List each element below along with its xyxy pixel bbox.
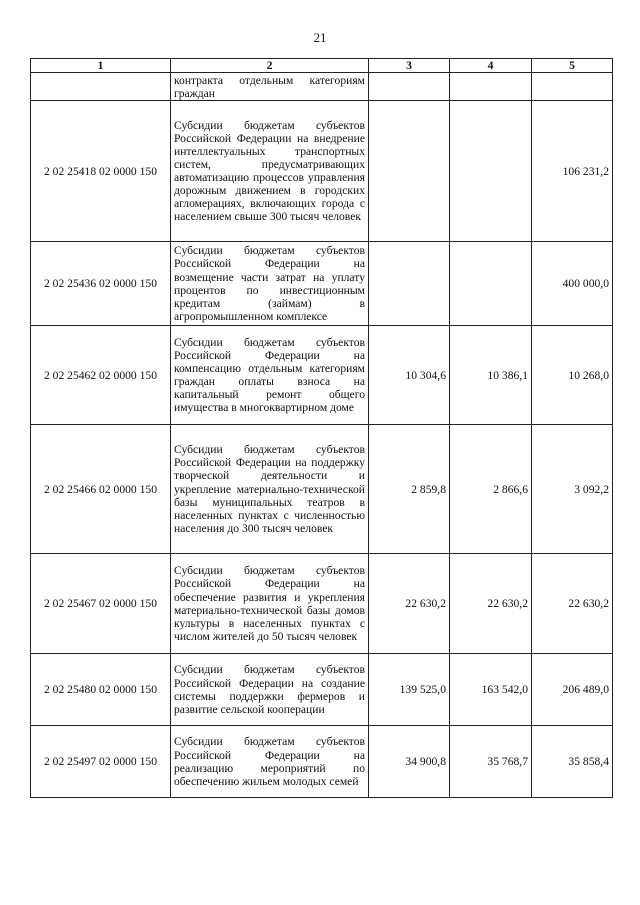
table-row (31, 654, 613, 726)
value-col5: 106 231,2 (532, 101, 613, 242)
table-row (31, 73, 613, 101)
value-col5: 400 000,0 (532, 242, 613, 326)
budget-code (31, 73, 171, 101)
value-col4: 2 866,6 (450, 425, 532, 554)
value-col3: 139 525,0 (369, 654, 450, 726)
description: Субсидии бюджетам субъектов Российской Федерации на внедрение интеллектуальных транспортных систем, предусматривающих автоматизацию процессов управления дорожным движением в городских агломерациях, включающих города с населением свыше 300 тысяч человек (171, 101, 369, 242)
value-col4: 22 630,2 (450, 554, 532, 654)
description: Субсидии бюджетам субъектов Российской Федерации на поддержку творческой деятельности и укрепление материально-технической базы муниципальных театров в населенных пунктах с численностью населения до 300 тысяч человек (171, 425, 369, 554)
value-col4: 35 768,7 (450, 726, 532, 798)
value-col3 (369, 73, 450, 101)
table-row (31, 425, 613, 554)
page-number: 21 (313, 30, 327, 45)
budget-code: 2 02 25480 02 0000 150 (31, 654, 171, 726)
value-col3: 10 304,6 (369, 326, 450, 425)
column-header-1: 1 (31, 59, 171, 73)
budget-code: 2 02 25466 02 0000 150 (31, 425, 171, 554)
description: Субсидии бюджетам субъектов Российской Федерации на обеспечение развития и укрепления материально-технической базы домов культуры в населенных пунктах с числом жителей до 50 тысяч человек (171, 554, 369, 654)
description: Субсидии бюджетам субъектов Российской Федерации на компенсацию отдельным категориям граждан оплаты взноса на капитальный ремонт общего имущества в многоквартирном доме (171, 326, 369, 425)
value-col3: 2 859,8 (369, 425, 450, 554)
value-col4: 163 542,0 (450, 654, 532, 726)
table-row (31, 101, 613, 242)
description: Субсидии бюджетам субъектов Российской Федерации на создание системы поддержки фермеров и развитие сельской кооперации (171, 654, 369, 726)
description: Субсидии бюджетам субъектов Российской Федерации на реализацию мероприятий по обеспечению жильем молодых семей (171, 726, 369, 798)
value-col5: 35 858,4 (532, 726, 613, 798)
value-col5 (532, 73, 613, 101)
value-col4 (450, 73, 532, 101)
table-row (31, 726, 613, 798)
budget-code: 2 02 25436 02 0000 150 (31, 242, 171, 326)
value-col4 (450, 101, 532, 242)
value-col5: 22 630,2 (532, 554, 613, 654)
description: Субсидии бюджетам субъектов Российской Федерации на возмещение части затрат на уплату процентов по инвестиционным кредитам (займам) в агропромышленном комплексе (171, 242, 369, 326)
value-col4 (450, 242, 532, 326)
description: контракта отдельным категориям граждан (171, 73, 369, 101)
budget-table (30, 58, 613, 798)
value-col3: 34 900,8 (369, 726, 450, 798)
column-header-3: 3 (369, 59, 450, 73)
value-col4: 10 386,1 (450, 326, 532, 425)
value-col5: 206 489,0 (532, 654, 613, 726)
budget-code: 2 02 25418 02 0000 150 (31, 101, 171, 242)
value-col3 (369, 101, 450, 242)
value-col3: 22 630,2 (369, 554, 450, 654)
table-header-row (31, 59, 613, 73)
value-col5: 10 268,0 (532, 326, 613, 425)
budget-code: 2 02 25497 02 0000 150 (31, 726, 171, 798)
table-row (31, 554, 613, 654)
table-row (31, 242, 613, 326)
value-col3 (369, 242, 450, 326)
budget-code: 2 02 25467 02 0000 150 (31, 554, 171, 654)
column-header-4: 4 (450, 59, 532, 73)
column-header-2: 2 (171, 59, 369, 73)
table-row (31, 326, 613, 425)
value-col5: 3 092,2 (532, 425, 613, 554)
column-header-5: 5 (532, 59, 613, 73)
budget-code: 2 02 25462 02 0000 150 (31, 326, 171, 425)
